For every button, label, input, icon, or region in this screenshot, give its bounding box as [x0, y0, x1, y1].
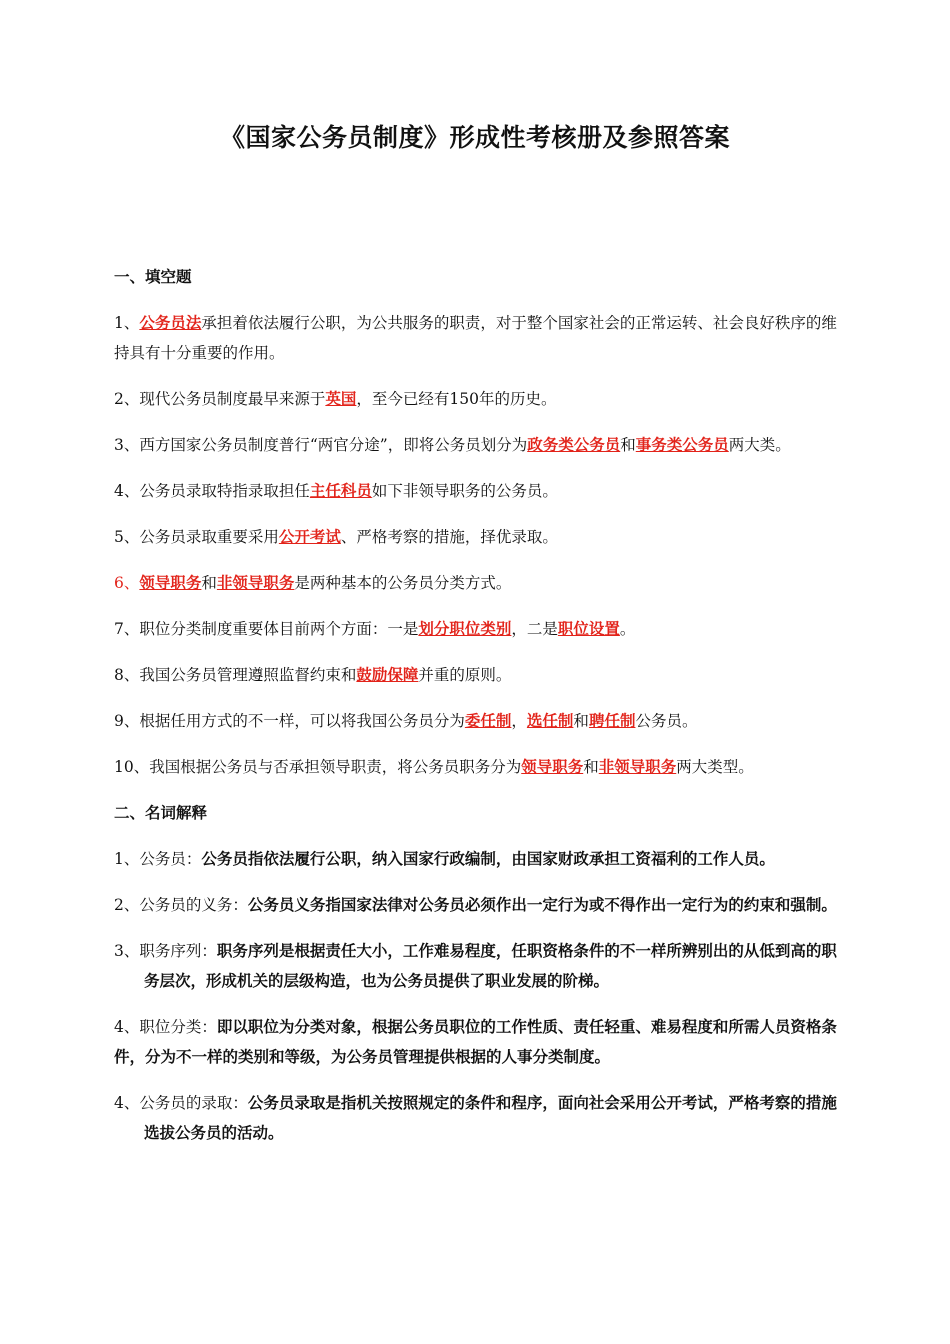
answer-text: 英国	[325, 390, 357, 408]
question-text: 9、根据任用方式的不一样，可以将我国公务员分为	[114, 712, 465, 730]
answer-text: 职位设置	[557, 620, 620, 638]
answer-text: 公开考试	[278, 528, 341, 546]
answer-text: 选任制	[526, 712, 574, 730]
question-text: ，	[511, 712, 527, 730]
answer-text: 政务类公务员	[527, 436, 621, 454]
question-text: 3、西方国家公务员制度普行“两官分途”，即将公务员划分为	[114, 436, 528, 454]
fill-in-blank-item	[114, 568, 838, 598]
question-text: 。	[619, 620, 636, 638]
answer-text: 事务类公务员	[635, 436, 729, 454]
answer-text: 委任制	[464, 712, 512, 730]
question-text: 4、公务员录取特指录取担任	[114, 482, 310, 500]
fill-in-blank-item	[114, 476, 838, 506]
fill-in-blank-item	[114, 660, 838, 690]
answer-text: 公务员法	[139, 314, 202, 332]
question-text: ，二是	[511, 620, 558, 638]
definition-text: 即以职位为分类对象，根据公务员职位的工作性质、责任轻重、难易程度和所需人员资格条件，分为不一样的类别和等级，为公务员管理提供根据的人事分类制度。	[114, 1018, 837, 1066]
fill-in-blank-item	[114, 430, 838, 460]
question-text: 4、公务员的录取：	[114, 1094, 248, 1112]
question-text: 两大类型。	[676, 758, 754, 776]
term-definition-list	[114, 844, 838, 1148]
answer-text: 鼓励保障	[356, 666, 419, 684]
answer-text: 非领导职务	[598, 758, 677, 776]
question-text: 两大类。	[728, 436, 791, 454]
question-text: 并重的原则。	[418, 666, 512, 684]
definition-text: 公务员录取是指机关按照规定的条件和程序，面向社会采用公开考试，严格考察的措施选拔公务员的活动。	[144, 1094, 837, 1142]
fill-in-blank-item	[114, 384, 838, 414]
fill-in-blank-list	[114, 308, 838, 782]
question-text: 10、我国根据公务员与否承担领导职责，将公务员职务分为	[114, 758, 522, 776]
answer-text: 非领导职务	[216, 574, 295, 592]
answer-text: 领导职务	[521, 758, 584, 776]
fill-in-blank-item	[114, 522, 838, 552]
term-definition-item	[114, 1088, 838, 1148]
question-text: 7、职位分类制度重要体目前两个方面：一是	[114, 620, 419, 638]
question-text: 公务员。	[635, 712, 698, 730]
term-definition-item	[114, 890, 838, 920]
answer-text: 主任科员	[309, 482, 372, 500]
answer-text: 聘任制	[588, 712, 636, 730]
question-text: 是两种基本的公务员分类方式。	[294, 574, 512, 592]
definition-text: 公务员义务指国家法律对公务员必须作出一定行为或不得作出一定行为的约束和强制。	[247, 896, 837, 914]
question-text: ，至今已经有150年的历史。	[356, 390, 557, 408]
question-text: 承担着依法履行公职，为公共服务的职责，对于整个国家社会的正常运转、社会良好秩序的维持具有十分重要的作用。	[114, 314, 837, 362]
document-title: 《国家公务员制度》形成性考核册及参照答案	[219, 123, 730, 152]
question-text: 1、	[114, 314, 140, 332]
answer-text: 领导职务	[139, 574, 202, 592]
question-text: 8、我国公务员管理遵照监督约束和	[114, 666, 357, 684]
question-text: 4、职位分类：	[114, 1018, 217, 1036]
definition-text: 公务员指依法履行公职，纳入国家行政编制，由国家财政承担工资福利的工作人员。	[201, 850, 775, 868]
question-text: 3、职务序列：	[114, 942, 217, 960]
question-text: 2、现代公务员制度最早来源于	[114, 390, 326, 408]
question-text: 和	[620, 436, 636, 454]
question-text: 和	[583, 758, 599, 776]
answer-text: 划分职位类别	[418, 620, 512, 638]
question-text: 和	[573, 712, 589, 730]
question-text: 2、公务员的义务：	[114, 896, 248, 914]
fill-in-blank-item	[114, 752, 838, 782]
fill-in-blank-item	[114, 706, 838, 736]
question-text: 和	[201, 574, 217, 592]
document-content	[114, 262, 838, 1164]
item-number: 6、	[114, 574, 140, 592]
term-definition-item	[114, 1012, 838, 1072]
section-heading-term-definitions: 二、名词解释	[114, 804, 208, 822]
fill-in-blank-item	[114, 308, 838, 368]
definition-text: 职务序列是根据责任大小，工作难易程度，任职资格条件的不一样所辨别出的从低到高的职务层次，形成机关的层级构造，也为公务员提供了职业发展的阶梯。	[144, 942, 837, 990]
question-text: 、严格考察的措施，择优录取。	[340, 528, 558, 546]
term-definition-item	[114, 936, 838, 996]
fill-in-blank-item	[114, 614, 838, 644]
section-heading-fill-in-blank: 一、填空题	[114, 268, 192, 286]
question-text: 1、公务员：	[114, 850, 202, 868]
question-text: 5、公务员录取重要采用	[114, 528, 279, 546]
question-text: 如下非领导职务的公务员。	[371, 482, 558, 500]
term-definition-item	[114, 844, 838, 874]
